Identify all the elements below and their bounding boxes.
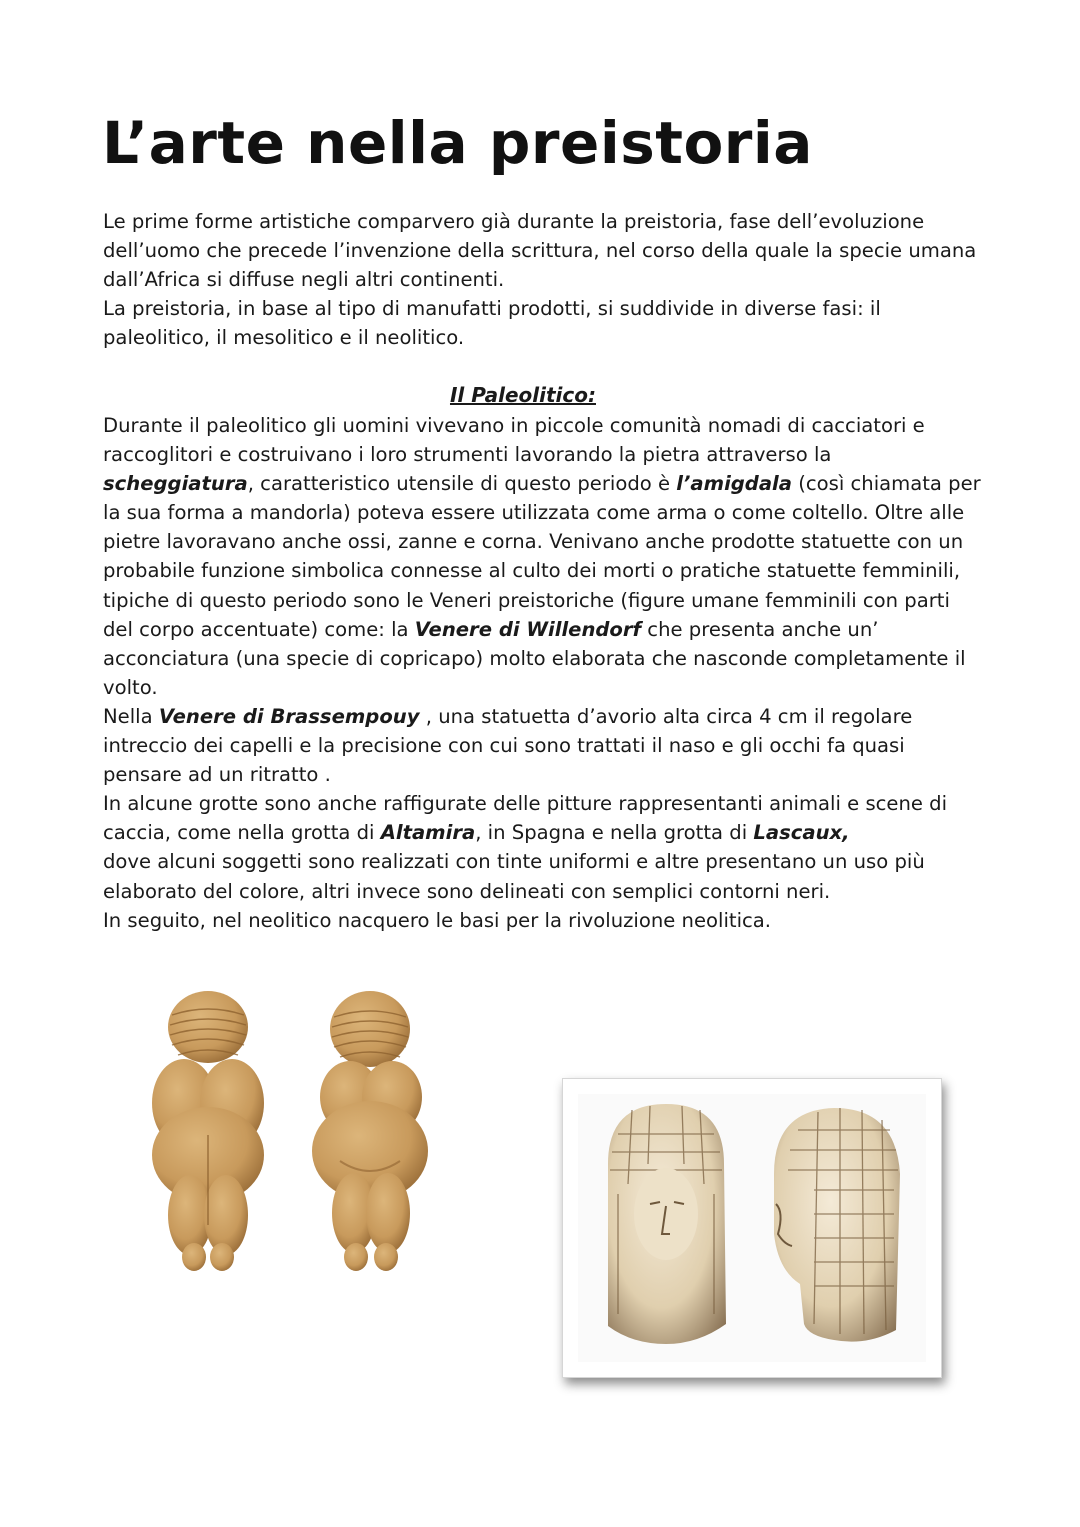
term-venere-brassempouy: Venere di Brassempouy: [158, 704, 420, 728]
intro-section: [103, 207, 983, 352]
term-lascaux: Lascaux,: [753, 821, 850, 845]
brassempouy-front-view: [608, 1104, 726, 1344]
paleolitico-paragraph: Durante il paleolitico gli uomini vivevano in piccole comunità nomadi di cacciatori e raccoglitori e costruivano i loro strumenti lavorando la pietra attraverso la scheggiatura, caratteristico utensile di questo periodo è l’amigdala (così chiamata per la sua forma a mandorla) poteva essere utilizzata come arma o come coltello. Oltre alle pietre lavoravano anche ossi, zanne e corna. Venivano anche prodotte statuette con un probabile funzione simbolica connesse al culto dei morti o pratiche statuette femminili, tipiche di questo periodo sono le Veneri preistoriche (figure umane femminili con parti del corpo accentuate) come: la Venere di Willendorf che presenta anche un’ acconciatura (una specie di copricapo) molto elaborata che nasconde completamente il volto.: [103, 414, 981, 699]
paleolitico-paragraph: In seguito, nel neolitico nacquero le basi per la rivoluzione neolitica.: [103, 908, 772, 932]
term-venere-willendorf: Venere di Willendorf: [414, 617, 642, 641]
venus-back-view: [152, 991, 264, 1271]
intro-paragraph: La preistoria, in base al tipo di manufatti prodotti, si suddivide in diverse fasi: il paleolitico, il mesolitico e il neolitico.: [103, 297, 881, 350]
venus-willendorf-image: [128, 985, 458, 1285]
intro-paragraph: Le prime forme artistiche comparvero già durante la preistoria, fase dell’evoluzione dell’uomo che precede l’invenzione della scrittura, nel corso della quale la specie umana dall’Africa si diffuse negli altri continenti.: [103, 210, 977, 292]
page-title: L’arte nella preistoria: [102, 109, 813, 177]
term-amigdala: l’amigdala: [676, 472, 792, 496]
term-altamira: Altamira: [380, 821, 476, 845]
paleolitico-section: [103, 411, 983, 935]
paleolitico-paragraph: dove alcuni soggetti sono realizzati con tinte uniformi e altre presentano un uso più elaborato del colore, altri invece sono delineati con semplici contorni neri.: [103, 850, 925, 903]
venus-front-view: [312, 991, 428, 1271]
venus-brassempouy-frame: [562, 1078, 942, 1378]
term-scheggiatura: scheggiatura: [103, 472, 248, 496]
brassempouy-side-view: [774, 1108, 900, 1342]
section-heading-paleolitico: Il Paleolitico:: [449, 383, 596, 407]
paleolitico-paragraph: Nella Venere di Brassempouy , una statuetta d’avorio alta circa 4 cm il regolare intreccio dei capelli e la precisione con cui sono trattati il naso e gli occhi fa quasi pensare ad un ritratto .: [103, 704, 913, 787]
paleolitico-paragraph: In alcune grotte sono anche raffigurate delle pitture rappresentanti animali e scene di caccia, come nella grotta di Altamira, in Spagna e nella grotta di Lascaux,: [103, 792, 948, 845]
venus-brassempouy-image: [578, 1094, 926, 1362]
